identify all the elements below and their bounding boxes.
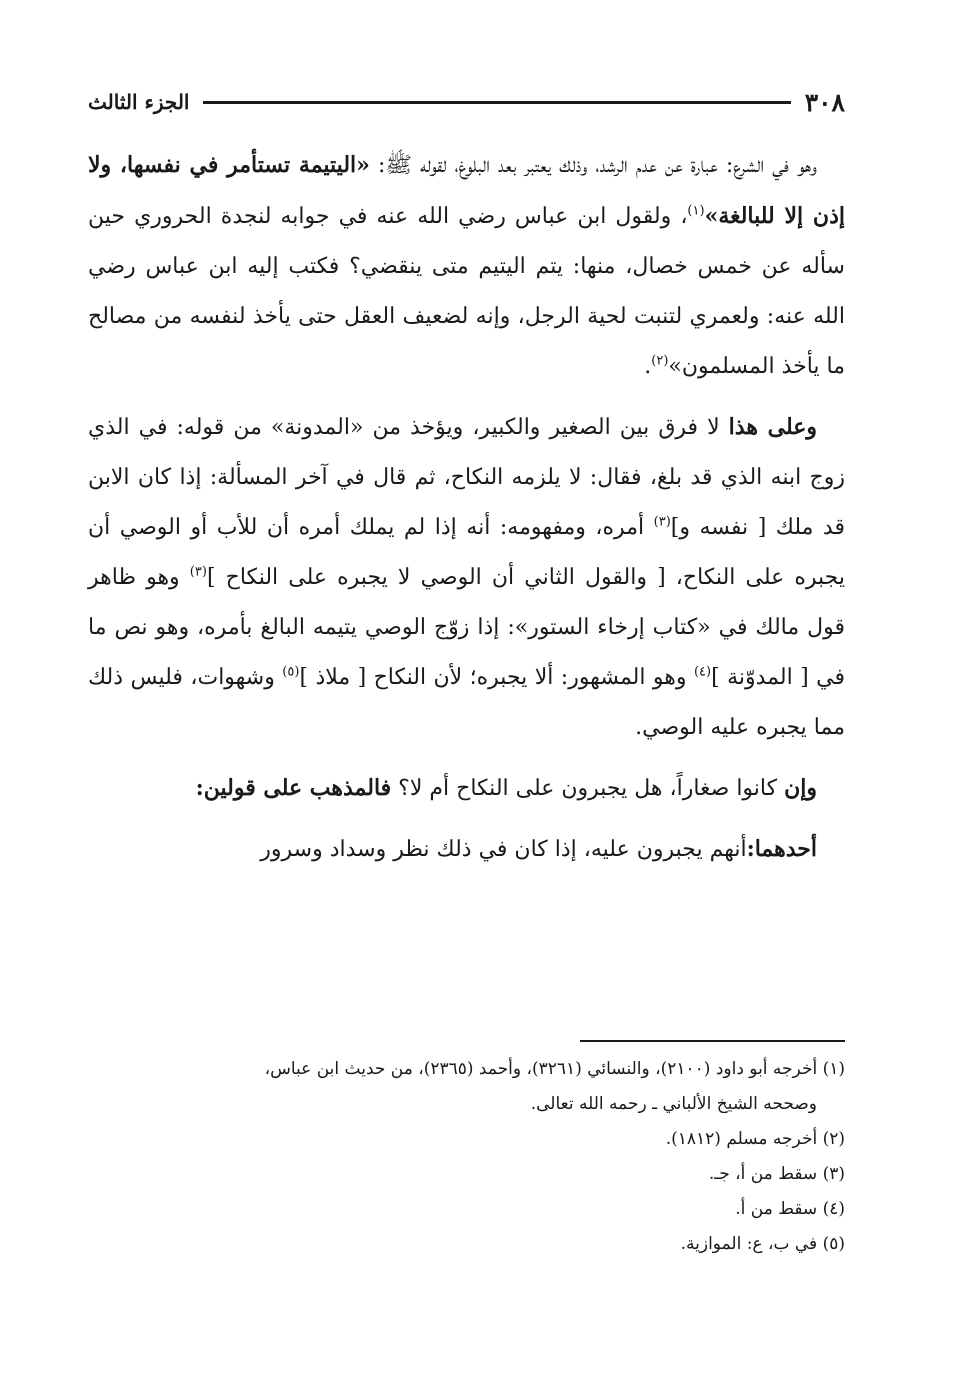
text-span: . bbox=[644, 354, 652, 379]
footnote-1-continued: وصححه الشيخ الألباني ـ رحمه الله تعالى. bbox=[530, 1094, 817, 1114]
hadith-quote: «اليتيمة تستأمر في نفسها، ولا إذن إلا للبالغة» bbox=[88, 152, 845, 229]
page-number: ٣٠٨ bbox=[804, 87, 845, 117]
section-heading-phrase: فالمذهب على قولين: bbox=[195, 775, 392, 801]
footnote-4: (٤) سقط من أ. bbox=[735, 1199, 845, 1219]
footnote-ref: (٣) bbox=[189, 564, 207, 580]
footnote-2: (٢) أخرجه مسلم (١٨١٢). bbox=[665, 1129, 845, 1149]
running-title: الجزء الثالث bbox=[88, 90, 190, 114]
footnote-ref: (٢) bbox=[651, 353, 669, 369]
footnote-ref: (٥) bbox=[282, 664, 300, 680]
footnote-3: (٣) سقط من أ، جـ. bbox=[708, 1164, 845, 1184]
header-rule bbox=[203, 101, 790, 104]
paragraph-3 bbox=[88, 763, 845, 814]
text-span: أنهم يجبرون عليه، إذا كان في ذلك نظر وسداد وسرور bbox=[260, 837, 747, 862]
page-header bbox=[88, 82, 845, 122]
footnote-ref: (١) bbox=[687, 203, 705, 219]
lead-phrase: وعلى هذا bbox=[728, 414, 818, 440]
text-span: لا فرق بين الصغير والكبير، ويؤخذ من «المدونة» من قوله: في الذي زوج ابنه الذي قد بلغ، فقال: لا يلزمه النكاح، ثم قال في آخر المسألة: إذا كان الابن قد ملك [ نفسه و] bbox=[88, 415, 845, 540]
text-span: وهو ظاهر قول مالك في «كتاب إرخاء الستور»: إذا زوّج الوصي يتيمه البالغ بأمره، وهو نص ما في [ المدوّنة ] bbox=[88, 565, 845, 690]
footnote-ref: (٣) bbox=[653, 514, 671, 530]
lead-phrase: وإن bbox=[784, 775, 817, 801]
text-span: وهو المشهور: ألا يجبره؛ لأن النكاح [ ملاذ ] bbox=[299, 665, 694, 690]
text-span: أمره، ومفهومه: أنه إذا لم يملك أمره أن للأب أو الوصي أن يجبره على النكاح، [ والقول الثاني أن الوصي لا يجبره على النكاح ] bbox=[88, 515, 846, 590]
footnote-separator bbox=[580, 1040, 845, 1042]
paragraph-4 bbox=[88, 824, 845, 875]
main-text bbox=[88, 140, 845, 885]
footnote-5: (٥) في ب، ع: الموازية. bbox=[680, 1234, 845, 1254]
footnote-1: (١) أخرجه أبو داود (٢١٠٠)، والنسائي (٣٢٦١)، وأحمد (٢٣٦٥)، من حديث ابن عباس، bbox=[264, 1059, 845, 1079]
paragraph-2 bbox=[88, 402, 845, 753]
text-span: وشهوات، فليس ذلك مما يجبره عليه الوصي. bbox=[88, 665, 845, 740]
footnotes bbox=[88, 1052, 845, 1262]
lead-phrase: أحدهما: bbox=[746, 836, 817, 862]
text-span: ، ولقول ابن عباس رضي الله عنه في جوابه لنجدة الحروري حين سأله عن خمس خصال، منها: يتم اليتيم متى ينقضي؟ فكتب إليه ابن عباس رضي الله عنه: ولعمري لتنبت لحية الرجل، وإنه لضعيف العقل حتى يأخذ لنفسه من مصالح ما يأخذ المسلمون» bbox=[88, 204, 845, 379]
paragraph-1 bbox=[88, 140, 845, 392]
text-span: وهو في الشرع: عبارة عن عدم الرشد، وذلك يعتبر بعد البلوغ، لقوله ﷺ: bbox=[369, 153, 817, 178]
text-span: كانوا صغاراً، هل يجبرون على النكاح أم لا؟ bbox=[391, 776, 785, 801]
footnote-ref: (٤) bbox=[693, 664, 712, 680]
